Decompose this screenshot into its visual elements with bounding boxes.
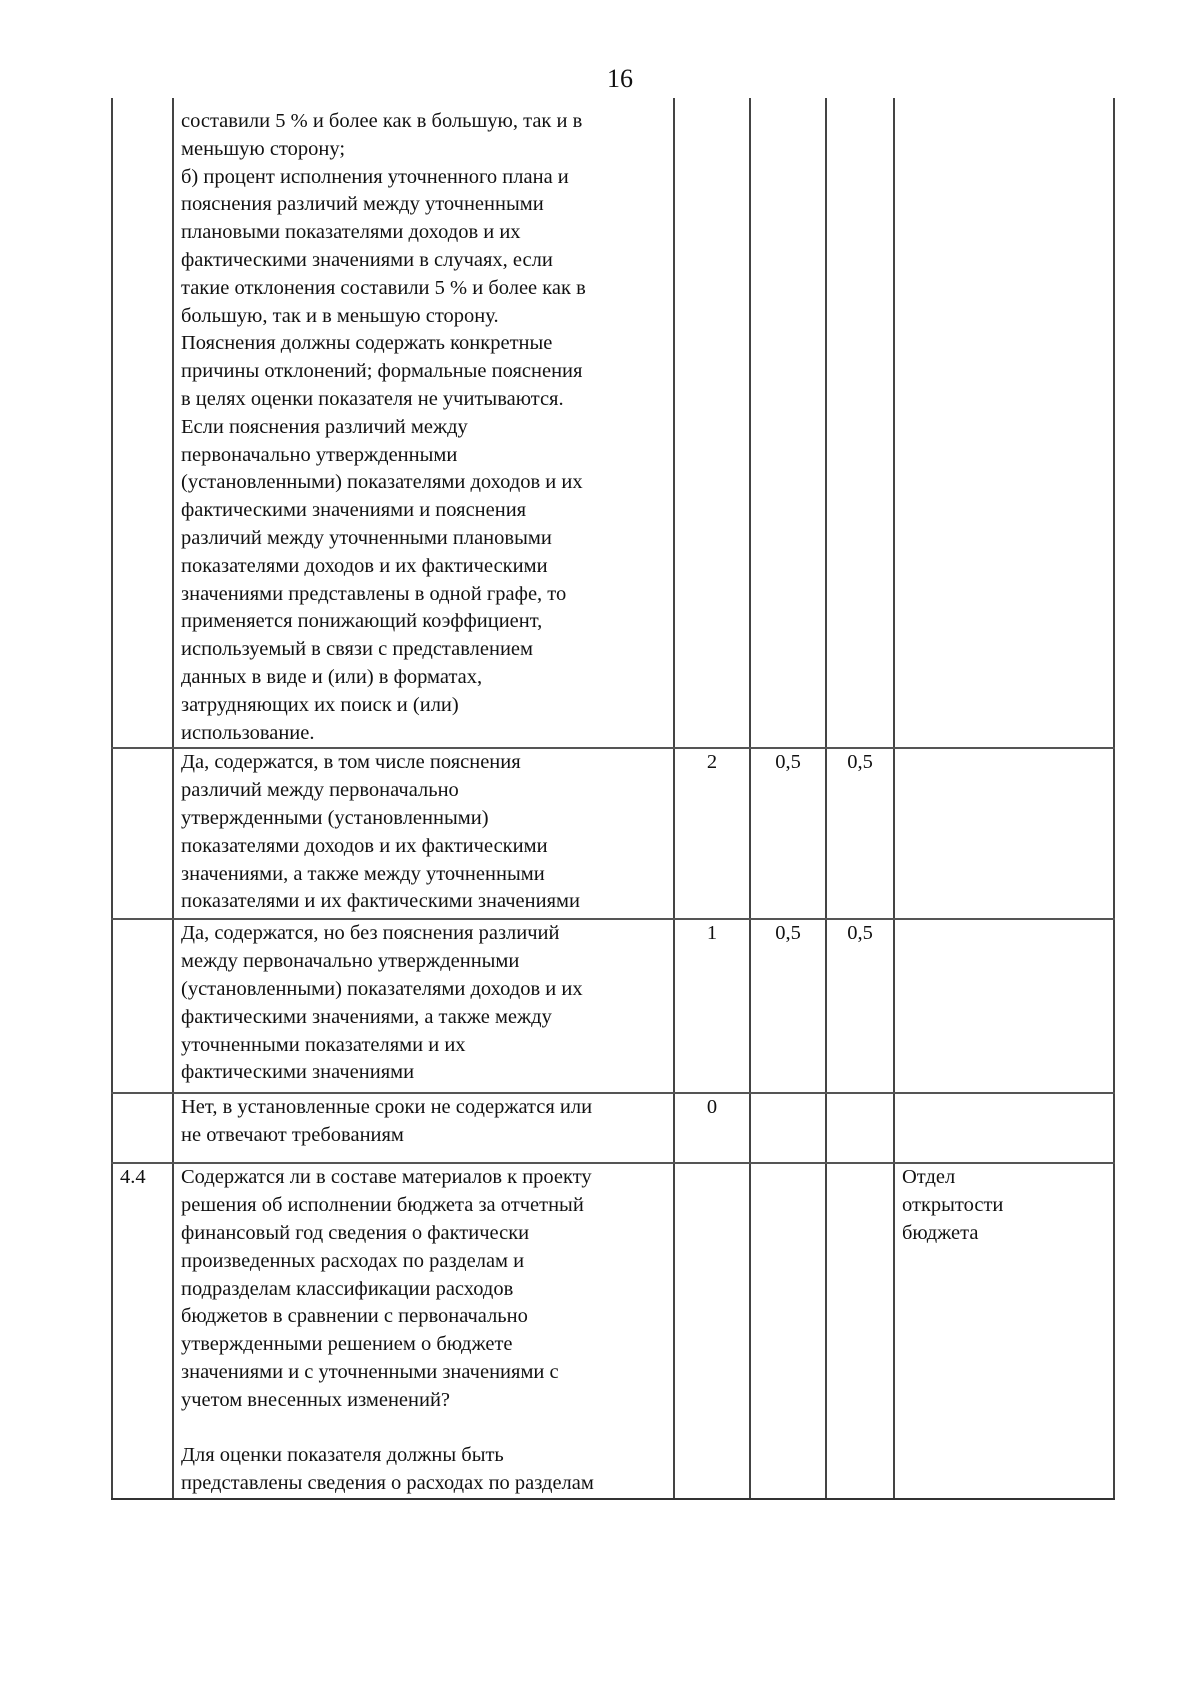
text-line: показателями и их фактическими значениями	[181, 890, 580, 913]
text-line: значениями, а также между уточненными	[181, 862, 545, 885]
table-row	[112, 748, 1114, 919]
text-line: учетом внесенных изменений?	[181, 1388, 451, 1411]
text-line: решения об исполнении бюджета за отчетный	[181, 1194, 584, 1217]
text-line: плановыми показателями доходов и их	[181, 221, 521, 244]
row-number-cell	[112, 919, 173, 1093]
responsible-cell	[894, 1163, 1114, 1499]
responsible-line: открытости	[902, 1194, 1004, 1217]
score-cell	[674, 98, 750, 748]
text-line: затрудняющих их поиск и (или)	[181, 693, 459, 716]
text-line: фактическими значениями и пояснения	[181, 499, 527, 522]
responsible-line: Отдел	[902, 1166, 956, 1189]
text-line: в целях оценки показателя не учитываются.	[181, 387, 564, 410]
coefficient-cell: 0,5	[826, 919, 894, 1093]
text-line	[181, 1415, 666, 1443]
coefficient-cell	[826, 1093, 894, 1163]
text-line: Содержатся ли в составе материалов к проекту	[181, 1166, 592, 1189]
table-row	[112, 98, 1114, 748]
text-line: Для оценки показателя должны быть	[181, 1444, 504, 1467]
coefficient-cell: 0,5	[750, 748, 826, 919]
score-cell: 1	[674, 919, 750, 1093]
row-number-cell: 4.4	[112, 1163, 173, 1499]
coefficient-cell	[750, 1093, 826, 1163]
criterion-text-cell	[173, 98, 674, 748]
text-line: показателями доходов и их фактическими	[181, 554, 548, 577]
text-line: Нет, в установленные сроки не содержатся или	[181, 1096, 593, 1119]
text-line: данных в виде и (или) в форматах,	[181, 665, 483, 688]
text-line: фактическими значениями, а также между	[181, 1005, 552, 1028]
text-line: фактическими значениями	[181, 1061, 415, 1084]
text-line: подразделам классификации расходов	[181, 1277, 514, 1300]
text-line: различий между уточненными плановыми	[181, 526, 552, 549]
text-line: Если пояснения различий между	[181, 415, 468, 438]
text-line: значениями представлены в одной графе, то	[181, 582, 567, 605]
responsible-cell	[894, 1093, 1114, 1163]
text-line: использование.	[181, 721, 315, 744]
criteria-table	[111, 98, 1115, 1500]
criterion-text-cell	[173, 1093, 674, 1163]
text-line: Да, содержатся, в том числе пояснения	[181, 751, 521, 774]
coefficient-cell	[826, 98, 894, 748]
table-row	[112, 1163, 1114, 1499]
row-number-cell	[112, 748, 173, 919]
text-line: бюджетов в сравнении с первоначально	[181, 1305, 528, 1328]
page-number: 16	[607, 64, 633, 93]
text-line: первоначально утвержденными	[181, 443, 458, 466]
text-line: причины отклонений; формальные пояснения	[181, 360, 583, 383]
text-line: Да, содержатся, но без пояснения различий	[181, 922, 560, 945]
text-line: произведенных расходах по разделам и	[181, 1249, 525, 1272]
responsible-line: бюджета	[902, 1221, 979, 1244]
text-line: (установленными) показателями доходов и их	[181, 471, 583, 494]
coefficient-cell: 0,5	[826, 748, 894, 919]
text-line: применяется понижающий коэффициент,	[181, 610, 543, 633]
text-line: пояснения различий между уточненными	[181, 193, 544, 216]
score-cell	[674, 1163, 750, 1499]
text-line: (установленными) показателями доходов и их	[181, 977, 583, 1000]
text-line: между первоначально утвержденными	[181, 950, 520, 973]
text-line: показателями доходов и их фактическими	[181, 834, 548, 857]
text-line: не отвечают требованиям	[181, 1124, 404, 1147]
responsible-cell	[894, 98, 1114, 748]
responsible-cell	[894, 919, 1114, 1093]
row-number-cell	[112, 98, 173, 748]
criterion-text-cell	[173, 919, 674, 1093]
text-line: утвержденными (установленными)	[181, 806, 489, 829]
criterion-text-cell	[173, 748, 674, 919]
text-line: фактическими значениями в случаях, если	[181, 248, 553, 271]
text-line: меньшую сторону;	[181, 137, 346, 160]
responsible-cell	[894, 748, 1114, 919]
coefficient-cell: 0,5	[750, 919, 826, 1093]
table-row	[112, 1093, 1114, 1163]
text-line: значениями и с уточненными значениями с	[181, 1360, 559, 1383]
text-line: уточненными показателями и их	[181, 1033, 466, 1056]
coefficient-cell	[826, 1163, 894, 1499]
row-number-cell	[112, 1093, 173, 1163]
text-line: большую, так и в меньшую сторону.	[181, 304, 499, 327]
criterion-text-cell	[173, 1163, 674, 1499]
text-line: составили 5 % и более как в большую, так и в	[181, 110, 583, 132]
score-cell: 2	[674, 748, 750, 919]
text-line: используемый в связи с представлением	[181, 638, 533, 661]
score-cell: 0	[674, 1093, 750, 1163]
coefficient-cell	[750, 1163, 826, 1499]
text-line: такие отклонения составили 5 % и более как в	[181, 276, 586, 299]
text-line: Пояснения должны содержать конкретные	[181, 332, 553, 355]
coefficient-cell	[750, 98, 826, 748]
text-line: различий между первоначально	[181, 779, 459, 802]
text-line: б) процент исполнения уточненного плана и	[181, 165, 569, 188]
table-row	[112, 919, 1114, 1093]
text-line: утвержденными решением о бюджете	[181, 1333, 513, 1356]
text-line: финансовый год сведения о фактически	[181, 1221, 530, 1244]
text-line: представлены сведения о расходах по разделам	[181, 1472, 594, 1495]
